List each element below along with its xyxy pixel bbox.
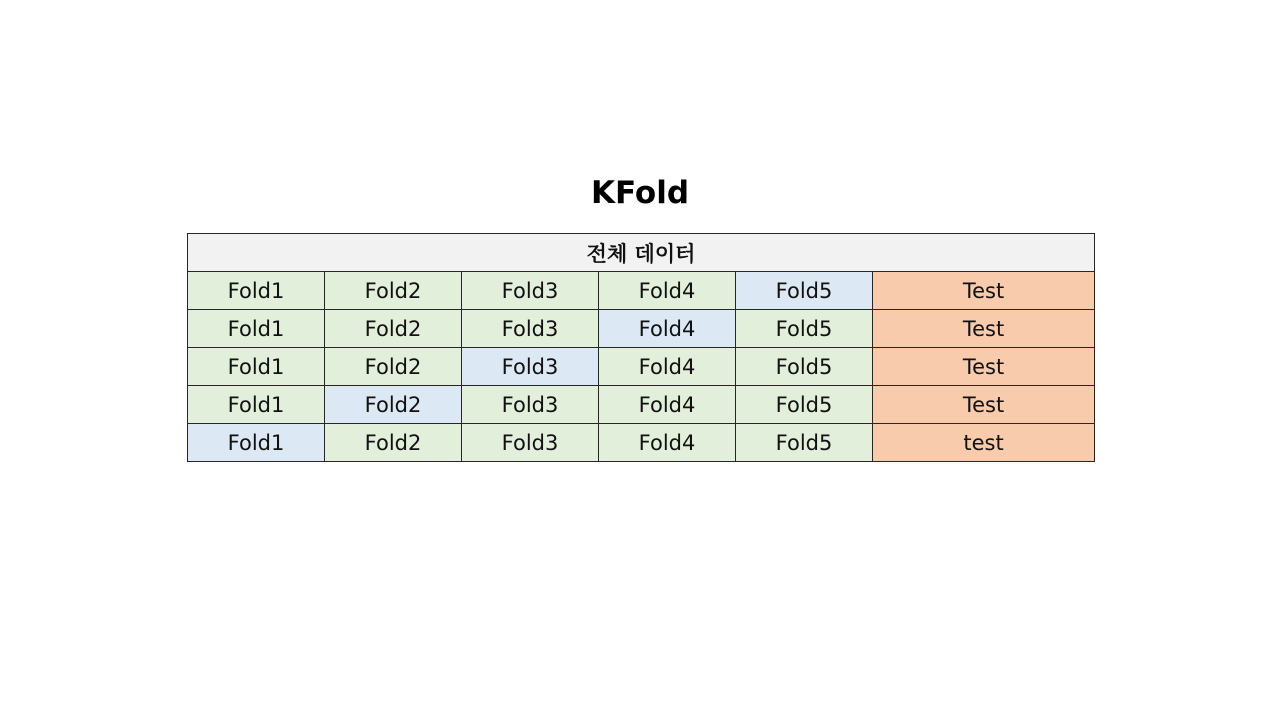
train-cell: Fold4 (599, 424, 736, 462)
whole-data-header: 전체 데이터 (188, 234, 1095, 272)
train-cell: Fold5 (736, 348, 873, 386)
train-cell: Fold1 (188, 386, 325, 424)
fold-row (188, 424, 1095, 462)
train-cell: Fold5 (736, 424, 873, 462)
fold-row (188, 272, 1095, 310)
test-cell: Test (873, 272, 1095, 310)
train-cell: Fold5 (736, 386, 873, 424)
train-cell: Fold4 (599, 272, 736, 310)
validation-cell: Fold3 (462, 348, 599, 386)
validation-cell: Fold2 (325, 386, 462, 424)
test-cell: Test (873, 310, 1095, 348)
train-cell: Fold3 (462, 424, 599, 462)
train-cell: Fold2 (325, 272, 462, 310)
train-cell: Fold3 (462, 272, 599, 310)
train-cell: Fold3 (462, 310, 599, 348)
train-cell: Fold4 (599, 386, 736, 424)
test-cell: test (873, 424, 1095, 462)
test-cell: Test (873, 348, 1095, 386)
test-cell: Test (873, 386, 1095, 424)
train-cell: Fold3 (462, 386, 599, 424)
header-row (188, 234, 1095, 272)
train-cell: Fold2 (325, 310, 462, 348)
fold-row (188, 386, 1095, 424)
train-cell: Fold1 (188, 348, 325, 386)
kfold-table (187, 233, 1095, 462)
fold-row (188, 310, 1095, 348)
train-cell: Fold1 (188, 310, 325, 348)
train-cell: Fold4 (599, 348, 736, 386)
train-cell: Fold5 (736, 310, 873, 348)
train-cell: Fold2 (325, 424, 462, 462)
train-cell: Fold1 (188, 272, 325, 310)
validation-cell: Fold1 (188, 424, 325, 462)
fold-row (188, 348, 1095, 386)
validation-cell: Fold4 (599, 310, 736, 348)
diagram-title: KFold (590, 175, 690, 211)
validation-cell: Fold5 (736, 272, 873, 310)
train-cell: Fold2 (325, 348, 462, 386)
